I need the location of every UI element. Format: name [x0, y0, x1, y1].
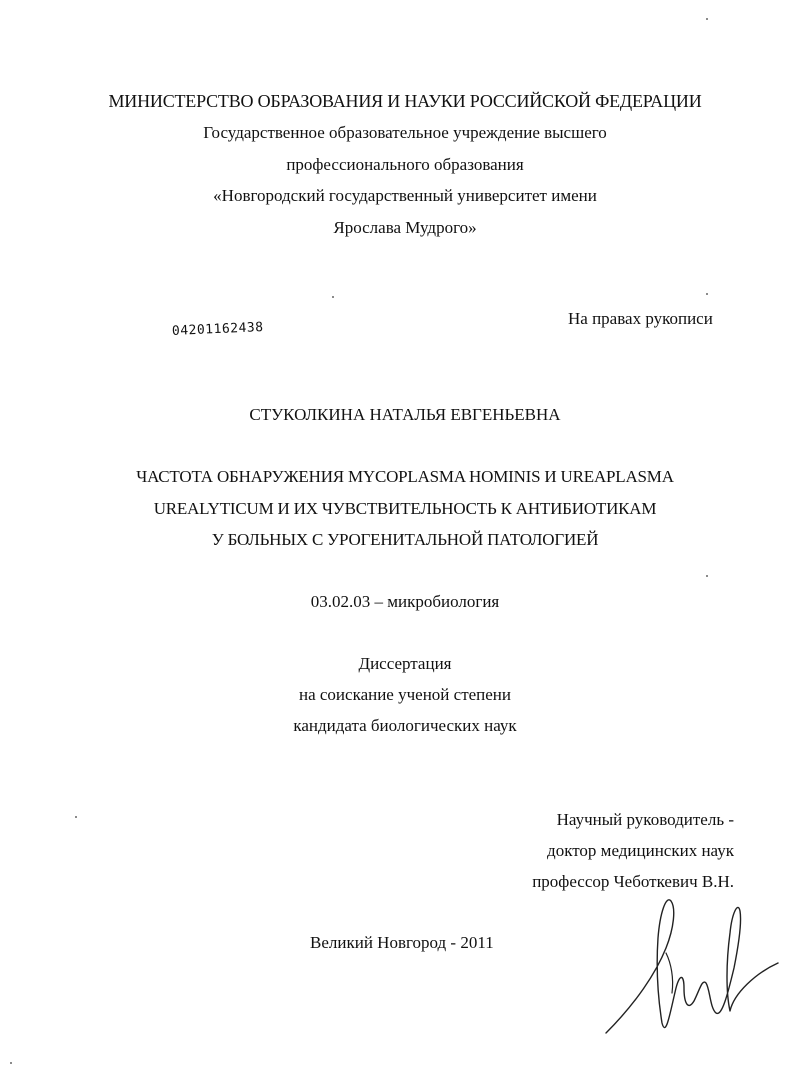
registration-code: 04201162438 [171, 320, 264, 339]
degree-line-2: на соискание ученой степени [298, 685, 512, 704]
supervisor-line-2: доктор медицинских наук [547, 841, 734, 860]
place-and-year: Великий Новгород - 2011 [310, 933, 494, 952]
title-line-1: ЧАСТОТА ОБНАРУЖЕНИЯ MYCOPLASMA HOMINIS И UREAPLASMA [136, 467, 674, 486]
handwritten-signature [596, 893, 786, 1043]
scan-speck [75, 816, 77, 818]
title-line-2: UREALYTICUM И ИХ ЧУВСТВИТЕЛЬНОСТЬ К АНТИБИОТИКАМ [153, 499, 657, 518]
scan-speck [706, 575, 708, 577]
institution-line-2: профессионального образования [286, 155, 524, 174]
scan-speck [706, 18, 708, 20]
title-line-3: У БОЛЬНЫХ С УРОГЕНИТАЛЬНОЙ ПАТОЛОГИЕЙ [211, 530, 599, 549]
rights-note: На правах рукописи [568, 309, 713, 328]
scan-speck [332, 296, 334, 298]
author-name: СТУКОЛКИНА НАТАЛЬЯ ЕВГЕНЬЕВНА [249, 405, 561, 424]
scan-speck [706, 293, 708, 295]
institution-line-1: Государственное образовательное учреждение высшего [203, 123, 607, 142]
scan-speck [10, 1062, 12, 1064]
degree-line-3: кандидата биологических наук [293, 716, 517, 735]
supervisor-line-1: Научный руководитель - [556, 810, 734, 829]
degree-line-1: Диссертация [358, 654, 452, 673]
ministry-heading: МИНИСТЕРСТВО ОБРАЗОВАНИЯ И НАУКИ РОССИЙСКОЙ ФЕДЕРАЦИИ [108, 91, 702, 111]
university-line-1: «Новгородский государственный университет имени [213, 186, 597, 205]
university-line-2: Ярослава Мудрого» [333, 218, 477, 237]
supervisor-line-3: профессор Чеботкевич В.Н. [532, 872, 734, 891]
specialty: 03.02.03 – микробиология [310, 592, 500, 611]
